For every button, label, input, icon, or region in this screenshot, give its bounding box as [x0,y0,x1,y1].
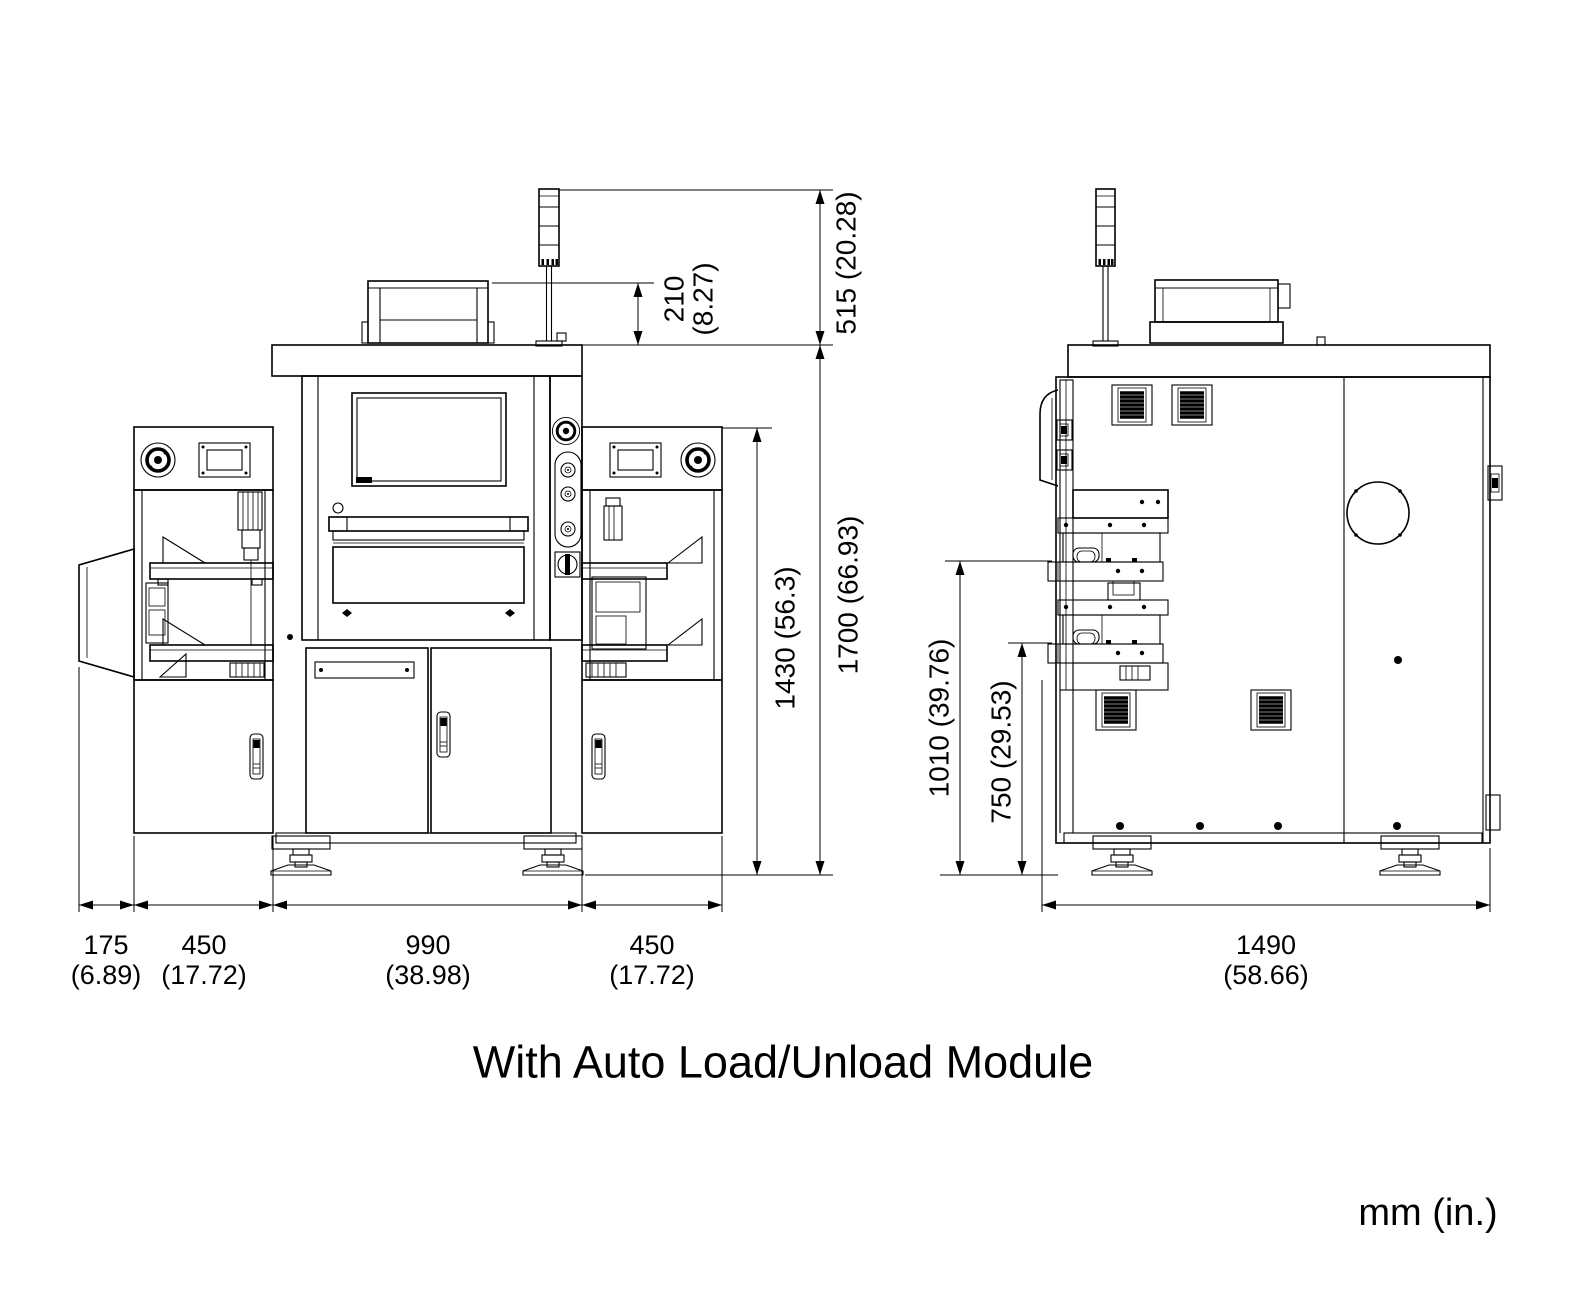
load-unload-module-side [1040,380,1168,833]
vent-grille [1112,385,1152,425]
door-handle [250,734,263,779]
dim-side-width-inches: (58.66) [1223,960,1309,990]
emergency-stop-button [552,417,579,444]
dim-right-module-width-inches: (17.72) [609,960,695,990]
dim-upper-dock-height: 1010 (39.76) [923,638,955,798]
right-module-front [582,427,722,833]
dim-left-module-width-inches: (17.72) [161,960,247,990]
top-cover-side [1150,280,1325,345]
leveling-foot [523,836,583,875]
fan-port [1347,482,1409,544]
dim-top-cover-inches: (8.27) [687,262,719,336]
main-cabinet-front [287,376,550,640]
dim-side-width-mm: 1490 [1235,930,1297,960]
leveling-foot [271,836,331,875]
roof-band-front [272,345,582,376]
signal-tower-side [1093,189,1118,346]
door-handle [592,734,605,779]
leveling-foot [1092,836,1152,875]
dim-lower-dock-height: 750 (29.53) [985,680,1017,824]
left-module-front [79,427,273,833]
roof-band-side [1068,345,1490,377]
monitor-screen [352,393,506,486]
base-front [271,833,583,875]
door-handle [437,712,450,757]
dim-center-width-mm: 990 [405,930,451,960]
front-view-dimensions [71,190,864,990]
front-view-drawing [79,189,722,875]
dim-total-height: 1700 (66.93) [832,515,864,675]
dim-center-width-inches: (38.98) [385,960,471,990]
units-label: mm (in.) [1358,1192,1498,1234]
base-side [1064,822,1482,875]
side-view-drawing [1040,189,1502,875]
keyhole [333,503,343,513]
dim-top-cover-mm: 210 [658,275,690,323]
drawing-title: With Auto Load/Unload Module [472,1036,1094,1088]
side-view-dimensions [924,561,1491,990]
top-cover-front [362,281,494,343]
rotary-switch [555,552,580,577]
side-body [1056,377,1490,843]
vent-grille [1096,690,1136,730]
panel-screw [1394,656,1402,664]
emergency-stop-button [141,443,175,477]
dim-right-module-width-mm: 450 [629,930,675,960]
emergency-stop-button [681,443,715,477]
dim-left-module-width-mm: 450 [181,930,227,960]
control-panel-strip [550,376,582,640]
vent-grille [1172,385,1212,425]
rear-latch [1486,466,1502,830]
dim-chute-width-inches: (6.89) [70,960,142,990]
panel-button [561,522,575,536]
signal-tower-front [536,189,566,346]
cabinet-doors-front [306,648,551,833]
panel-button [561,463,575,477]
panel-button [561,487,575,501]
leveling-foot [1380,836,1440,875]
dim-chute-width-mm: 175 [83,930,129,960]
dim-body-height: 1430 (56.3) [769,566,801,710]
vent-grille [1251,690,1291,730]
dim-tower-height: 515 (20.28) [830,191,862,335]
